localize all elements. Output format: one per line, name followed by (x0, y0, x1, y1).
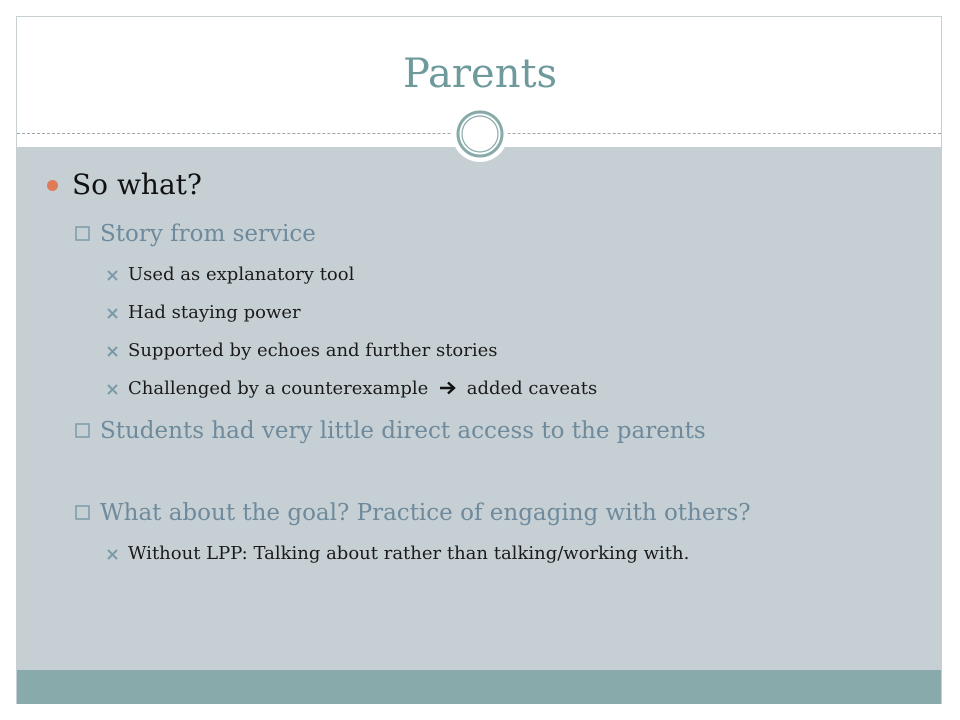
challenge-text: Challenged by a counterexample (128, 378, 429, 399)
students-text: Students had very little direct access to the parents (100, 418, 706, 444)
slide-title: Parents (402, 51, 558, 97)
x-bullet-icon (107, 308, 118, 319)
story-point-text: Had staying power (128, 302, 301, 323)
caveats-text: added caveats (466, 378, 598, 399)
right-arrow-icon (439, 381, 457, 395)
list-item-level3 (128, 302, 301, 323)
x-bullet-icon (107, 270, 118, 281)
list-item-level3 (128, 264, 354, 285)
list-item-level1 (72, 168, 202, 201)
goal-label: What about the goal? Practice of engaging with others? (100, 500, 751, 526)
list-item-level2 (100, 500, 751, 526)
x-bullet-icon (107, 384, 118, 395)
list-item-level2 (100, 418, 706, 444)
x-bullet-icon (107, 346, 118, 357)
story-label: Story from service (100, 221, 316, 247)
goal-point-text: Without LPP: Talking about rather than talking/working with. (128, 543, 690, 564)
x-bullet-icon (107, 549, 118, 560)
list-item-level2 (100, 221, 316, 247)
list-item-level3 (128, 378, 597, 399)
list-item-level3 (128, 543, 689, 564)
list-item-level3 (128, 340, 498, 361)
dot-bullet-icon (47, 180, 58, 191)
square-bullet-icon (75, 226, 90, 241)
story-point-text: Used as explanatory tool (128, 264, 355, 285)
square-bullet-icon (75, 505, 90, 520)
story-point-text: Supported by echoes and further stories (128, 340, 498, 361)
square-bullet-icon (75, 423, 90, 438)
heading-text: So what? (72, 168, 202, 201)
